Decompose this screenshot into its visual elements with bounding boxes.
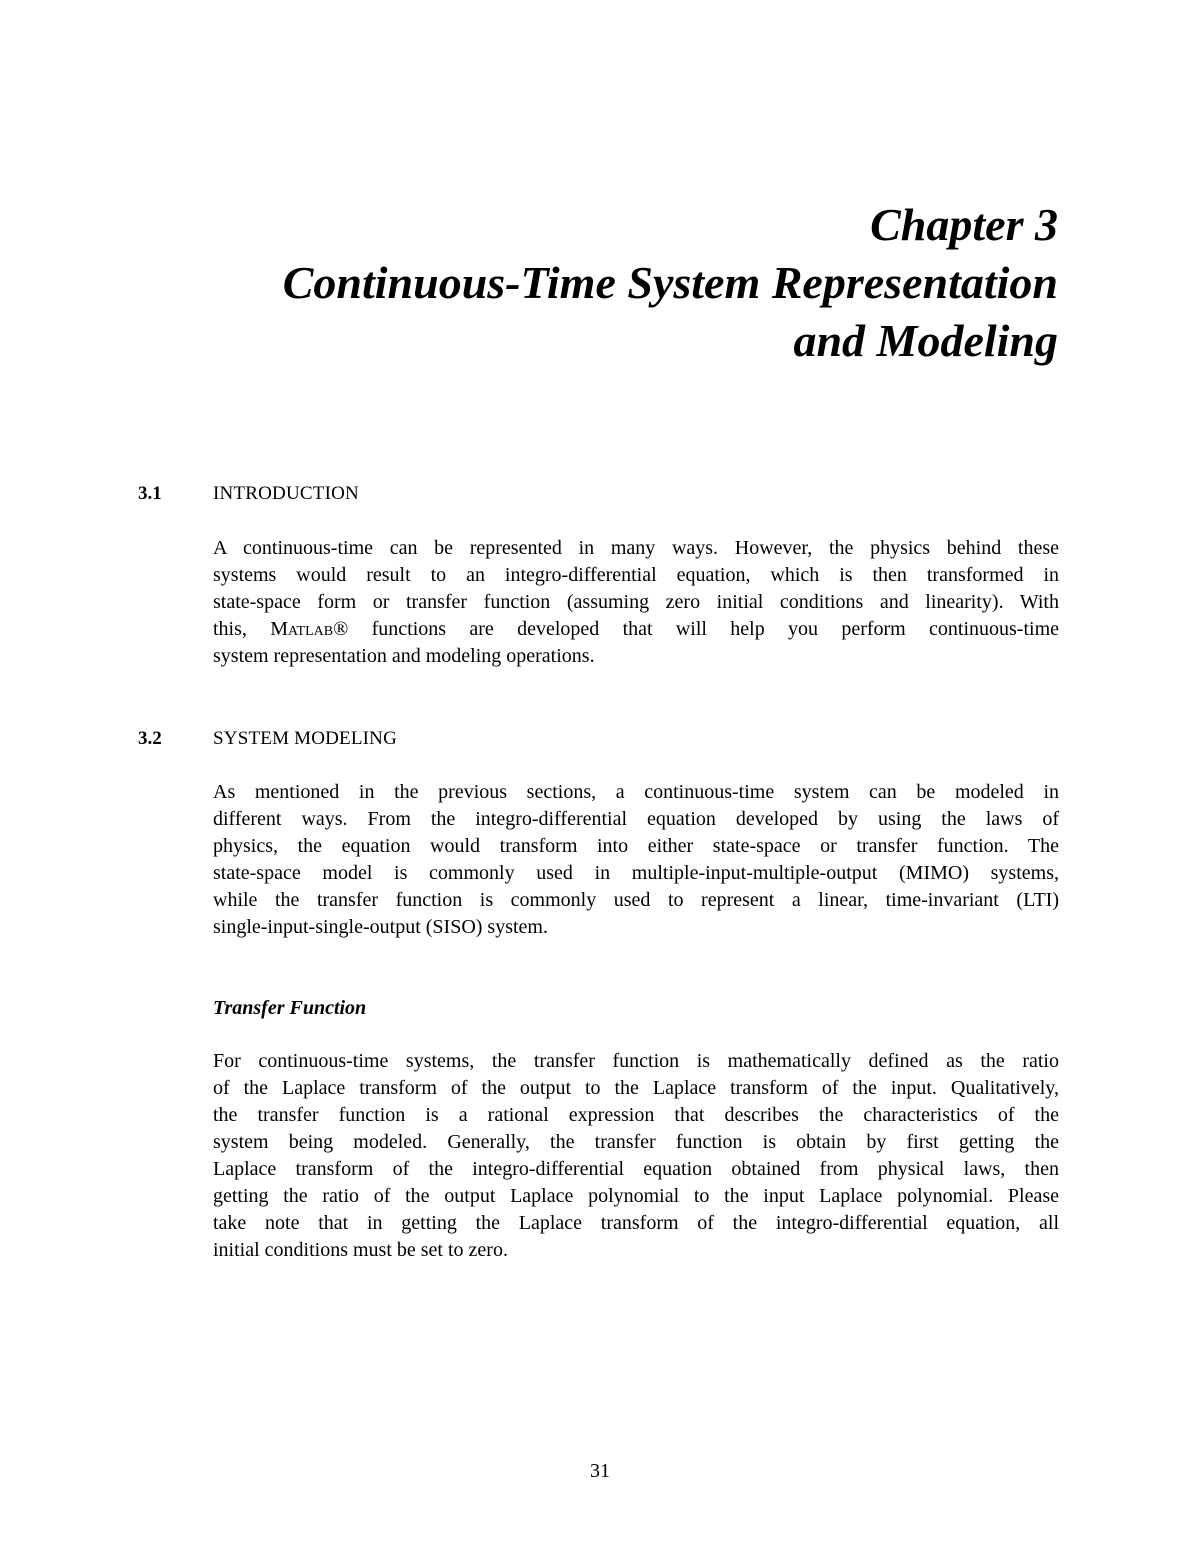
paragraph-line: state-space form or transfer function (assuming zero initial conditions and linearity). With [213,591,1059,613]
paragraph-line: different ways. From the integro-differential equation developed by using the laws of [213,808,1059,830]
section-title: SYSTEM MODELING [213,728,398,749]
matlab-trademark: Matlab® [270,618,349,640]
chapter-label: Chapter 3 [870,199,1058,250]
introduction-paragraph [213,535,1059,670]
paragraph-line: of the Laplace transform of the output to the Laplace transform of the input. Qualitatively, [213,1077,1059,1099]
paragraph-line: single-input-single-output (SISO) system. [213,916,548,938]
paragraph-line: while the transfer function is commonly used to represent a linear, time-invariant (LTI) [213,889,1059,911]
paragraph-line: system being modeled. Generally, the transfer function is obtain by first getting the [213,1131,1059,1153]
paragraph-line: take note that in getting the Laplace transform of the integro-differential equation, all [213,1212,1059,1234]
paragraph-line: A continuous-time can be represented in many ways. However, the physics behind these [213,537,1059,559]
section-heading-introduction [138,482,359,506]
paragraph-line-start: this, [213,618,247,640]
paragraph-line-matlab [213,616,1059,643]
chapter-heading [140,196,1058,370]
section-number: 3.2 [138,728,162,749]
chapter-title-line-2: and Modeling [793,315,1058,366]
system-modeling-paragraph [213,779,1059,941]
paragraph-line: the transfer function is a rational expression that describes the characteristics of the [213,1104,1059,1126]
paragraph-line: system representation and modeling operations. [213,645,595,667]
paragraph-line: state-space model is commonly used in multiple-input-multiple-output (MIMO) systems, [213,862,1059,884]
paragraph-line: systems would result to an integro-differential equation, which is then transformed in [213,564,1059,586]
paragraph-line: For continuous-time systems, the transfer function is mathematically defined as the ratio [213,1050,1059,1072]
paragraph-line: getting the ratio of the output Laplace polynomial to the input Laplace polynomial. Please [213,1185,1059,1207]
paragraph-line-end: functions are developed that will help you perform continuous-time [371,618,1060,640]
paragraph-line: physics, the equation would transform into either state-space or transfer function. The [213,835,1059,857]
paragraph-line: Laplace transform of the integro-differential equation obtained from physical laws, then [213,1158,1059,1180]
section-heading-system-modeling [138,727,397,751]
chapter-title-line-1: Continuous-Time System Representation [282,257,1058,308]
subsection-title-transfer-function: Transfer Function [213,997,367,1019]
page-number: 31 [590,1460,610,1482]
section-number: 3.1 [138,483,162,504]
transfer-function-paragraph [213,1048,1059,1264]
paragraph-line: initial conditions must be set to zero. [213,1239,508,1261]
paragraph-line: As mentioned in the previous sections, a continuous-time system can be modeled in [213,781,1059,803]
section-title: INTRODUCTION [213,483,359,504]
